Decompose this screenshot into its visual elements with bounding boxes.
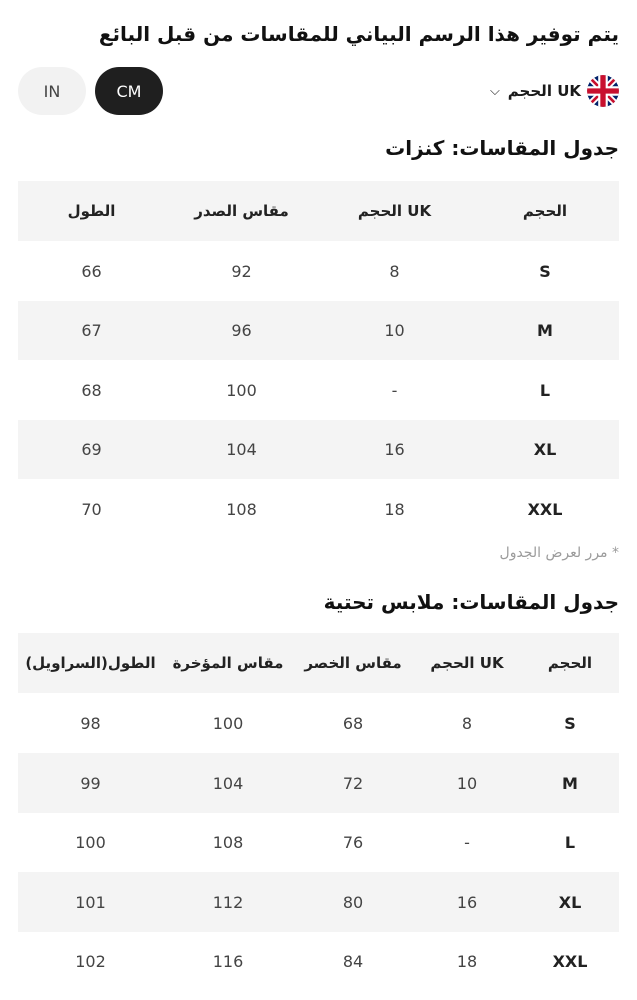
uk-size-cell: - (464, 833, 470, 852)
uk-size-cell: 18 (384, 499, 405, 519)
size-system-select[interactable] (490, 74, 619, 108)
swipe-hint: * مرر لعرض الجدول (499, 545, 619, 561)
header-length: الطول (18, 181, 165, 241)
length-cell: 70 (81, 499, 102, 519)
chest-cell: 104 (165, 420, 318, 479)
hip-cell: 116 (212, 951, 244, 971)
unit-in-button[interactable]: IN (18, 67, 86, 115)
chest-cell: 108 (226, 499, 257, 519)
header-chest: مقاس الصدر (165, 181, 318, 241)
length-cell: 69 (18, 420, 165, 479)
table-row (18, 241, 619, 301)
size-cell: XL (471, 420, 619, 479)
pants-length-cell: 100 (75, 833, 106, 852)
bottoms-size-table (18, 633, 619, 990)
uk-size-cell: 10 (413, 753, 521, 813)
size-cell: S (564, 713, 576, 733)
size-cell: XXL (527, 499, 563, 519)
table-row (18, 693, 619, 753)
chest-cell: 92 (231, 261, 252, 281)
header-pants-length: الطول(السراويل) (18, 633, 163, 693)
uk-size-cell: 18 (456, 951, 478, 971)
size-cell: L (564, 833, 576, 852)
size-cell: XL (521, 872, 619, 932)
waist-cell: 80 (293, 872, 413, 932)
table-header-row (18, 633, 619, 693)
table-row (18, 420, 619, 479)
chest-cell: 96 (165, 301, 318, 360)
header-size: الحجم (521, 633, 619, 693)
header-size: الحجم (471, 181, 619, 241)
bottoms-table-title: جدول المقاسات: ملابس تحتية (323, 590, 619, 614)
chest-cell: 100 (226, 380, 257, 400)
uk-size-cell: 10 (318, 301, 471, 360)
pants-length-cell: 102 (75, 951, 106, 971)
table-row (18, 360, 619, 420)
table-row (18, 753, 619, 813)
size-cell: L (539, 380, 551, 400)
pants-length-cell: 101 (18, 872, 163, 932)
length-cell: 68 (81, 380, 102, 400)
size-cell: M (471, 301, 619, 360)
table-row (18, 301, 619, 360)
table-row (18, 479, 619, 539)
pants-length-cell: 99 (18, 753, 163, 813)
waist-cell: 84 (342, 951, 364, 971)
unit-toggle (18, 67, 163, 115)
uk-flag-icon (587, 75, 619, 107)
hip-cell: 112 (163, 872, 293, 932)
vendor-note: يتم توفير هذا الرسم البياني للمقاسات من قبل البائع (98, 22, 619, 46)
header-uk-size: UK الحجم (318, 181, 471, 241)
uk-size-cell: 16 (413, 872, 521, 932)
length-cell: 67 (18, 301, 165, 360)
chevron-down-icon: ⌵ (489, 83, 500, 99)
table-header-row (18, 181, 619, 241)
unit-cm-button[interactable]: CM (95, 67, 163, 115)
header-waist: مقاس الخصر (293, 633, 413, 693)
table-row (18, 932, 619, 990)
uk-size-cell: - (391, 380, 398, 400)
header-hip: مقاس المؤخرة (163, 633, 293, 693)
hip-cell: 104 (163, 753, 293, 813)
size-cell: M (521, 753, 619, 813)
table-row (18, 872, 619, 932)
tops-size-table (18, 181, 619, 539)
length-cell: 66 (81, 261, 102, 281)
hip-cell: 100 (212, 713, 244, 733)
header-uk-size: UK الحجم (413, 633, 521, 693)
hip-cell: 108 (212, 833, 244, 852)
table-row (18, 813, 619, 872)
waist-cell: 72 (293, 753, 413, 813)
size-system-label: UK الحجم (507, 82, 581, 100)
waist-cell: 68 (342, 713, 364, 733)
uk-size-cell: 16 (318, 420, 471, 479)
pants-length-cell: 98 (80, 713, 101, 733)
uk-size-cell: 8 (461, 713, 473, 733)
size-cell: XXL (552, 951, 588, 971)
uk-size-cell: 8 (389, 261, 400, 281)
size-cell: S (539, 261, 551, 281)
tops-table-title: جدول المقاسات: كنزات (385, 136, 619, 160)
waist-cell: 76 (342, 833, 364, 852)
